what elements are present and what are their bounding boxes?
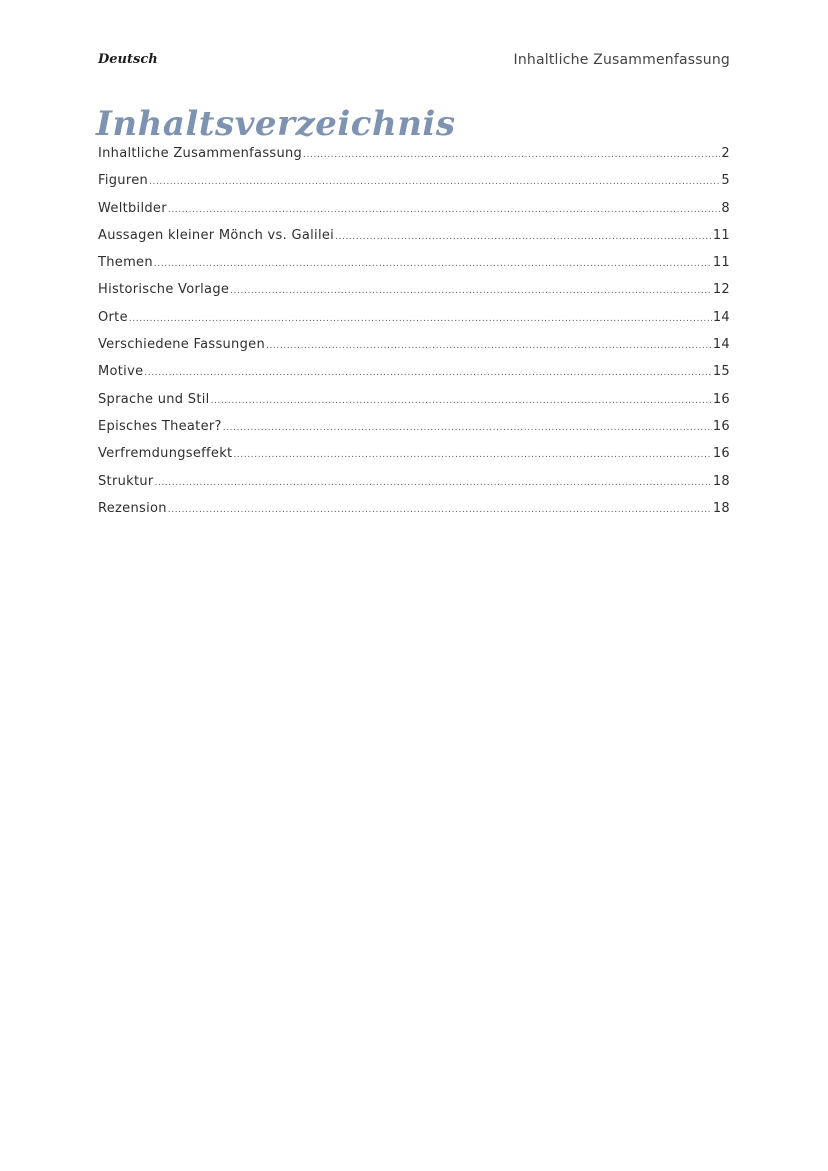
toc-entry[interactable]	[98, 255, 730, 282]
toc-entry-page: 16	[712, 446, 730, 462]
toc-entry[interactable]	[98, 419, 730, 446]
toc-entry[interactable]	[98, 146, 730, 173]
toc-dot-leader	[335, 232, 712, 242]
toc-entry-label: Rezension	[98, 500, 167, 516]
toc-entry[interactable]	[98, 446, 730, 473]
toc-dot-leader	[155, 478, 712, 488]
toc-entry-label: Inhaltliche Zusammenfassung	[98, 146, 303, 161]
toc-entry-page: 16	[712, 418, 730, 434]
toc-entry-label: Verfremdungseffekt	[98, 446, 233, 462]
toc-entry-page: 15	[712, 364, 730, 380]
toc-dot-leader	[303, 150, 720, 160]
header-section-title: Inhaltliche Zusammenfassung	[513, 52, 730, 68]
toc-entry-label: Aussagen kleiner Mönch vs. Galilei	[98, 227, 335, 243]
toc-dot-leader	[233, 450, 711, 460]
toc-dot-leader	[211, 396, 712, 406]
toc-entry-label: Figuren	[98, 173, 149, 189]
toc-dot-leader	[223, 423, 712, 433]
toc-entry[interactable]	[98, 282, 730, 309]
toc-entry[interactable]	[98, 228, 730, 255]
toc-entry-page: 14	[712, 337, 730, 353]
toc-dot-leader	[154, 259, 712, 269]
toc-entry-page: 18	[712, 473, 730, 489]
toc-dot-leader	[149, 177, 720, 187]
toc-dot-leader	[168, 205, 721, 215]
toc-dot-leader	[230, 286, 712, 296]
toc-entry-label: Struktur	[98, 473, 154, 489]
toc-dot-leader	[266, 341, 712, 351]
toc-entry-label: Themen	[98, 255, 153, 271]
toc-entry-label: Sprache und Stil	[98, 391, 210, 407]
toc-title: Inhaltsverzeichnis	[96, 104, 456, 144]
toc-entry-label: Weltbilder	[98, 200, 167, 216]
toc-entry-label: Verschiedene Fassungen	[98, 337, 265, 353]
toc-entry-page: 12	[712, 282, 730, 298]
toc-entry-label: Historische Vorlage	[98, 282, 230, 298]
toc-dot-leader	[168, 505, 712, 515]
page-header	[98, 52, 730, 74]
toc-entry-page: 16	[712, 391, 730, 407]
table-of-contents	[98, 146, 730, 528]
toc-entry-page: 11	[712, 255, 730, 271]
toc-entry[interactable]	[98, 201, 730, 228]
toc-entry[interactable]	[98, 173, 730, 200]
toc-entry[interactable]	[98, 474, 730, 501]
toc-dot-leader	[144, 368, 711, 378]
toc-entry-page: 14	[712, 309, 730, 325]
toc-entry-page: 11	[712, 227, 730, 243]
toc-entry-label: Episches Theater?	[98, 418, 222, 434]
toc-dot-leader	[129, 314, 712, 324]
toc-entry[interactable]	[98, 337, 730, 364]
toc-entry[interactable]	[98, 310, 730, 337]
toc-entry-page: 5	[721, 173, 730, 189]
toc-entry-page: 2	[721, 146, 730, 161]
toc-entry-page: 18	[712, 500, 730, 516]
toc-entry[interactable]	[98, 392, 730, 419]
toc-entry-label: Motive	[98, 364, 144, 380]
toc-entry[interactable]	[98, 364, 730, 391]
toc-entry[interactable]	[98, 501, 730, 528]
toc-entry-page: 8	[721, 200, 730, 216]
toc-entry-label: Orte	[98, 309, 128, 325]
header-subject: Deutsch	[98, 52, 158, 67]
